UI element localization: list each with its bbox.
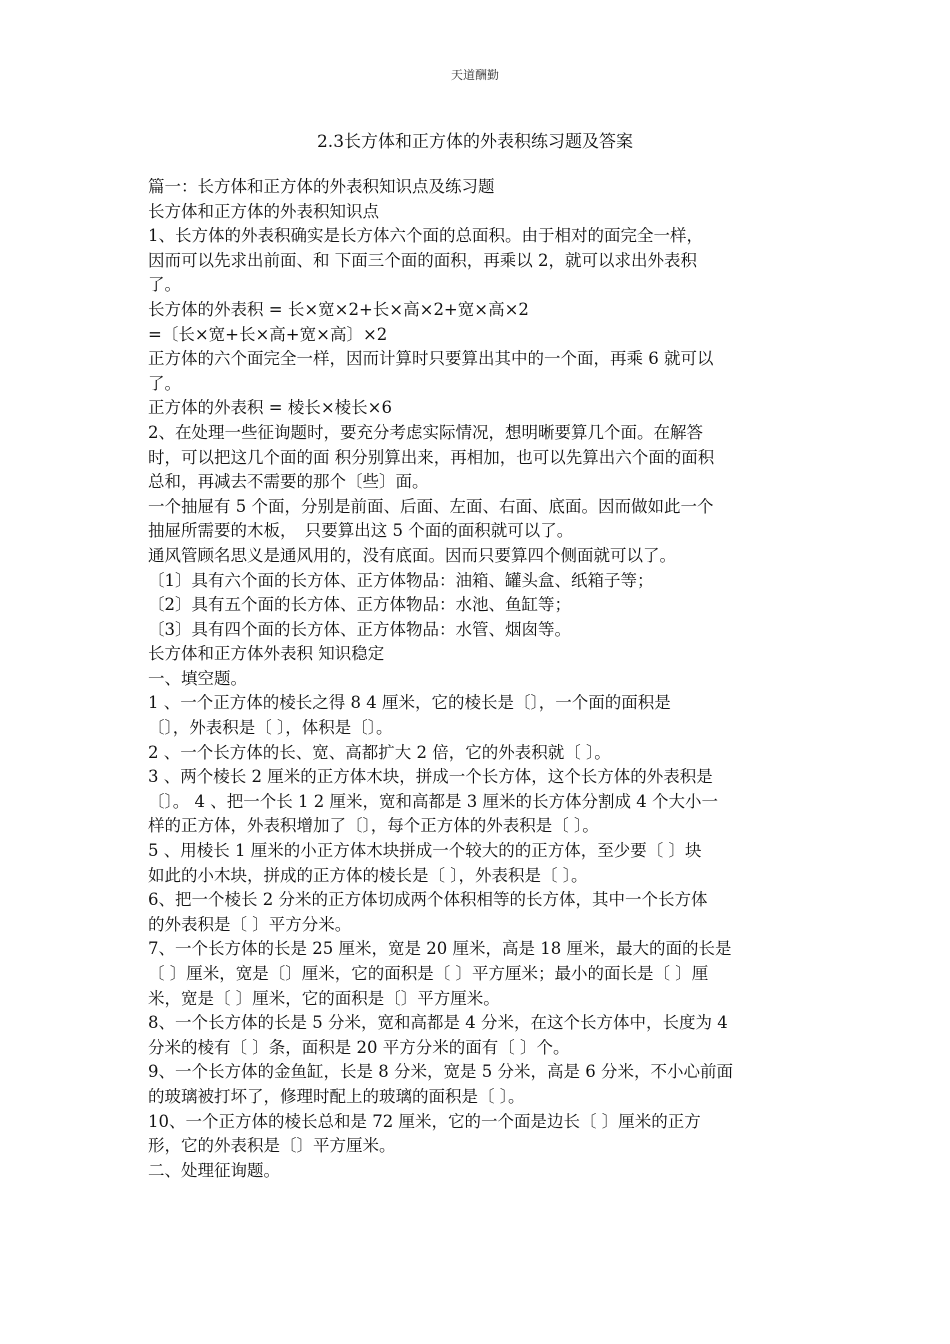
body-line: 一个抽屉有 5 个面，分别是前面、后面、左面、右面、底面。因而做如此一个 [148,496,714,516]
body-line: 了。 [148,373,181,393]
body-line: 8、一个长方体的长是 5 分米，宽和高都是 4 分米，在这个长方体中，长度为 4 [148,1013,728,1033]
body-line: 如此的小木块，拼成的正方体的棱长是〔 〕，外表积是〔 〕。 [148,865,588,885]
body-line: 通风管顾名思义是通风用的，没有底面。因而只要算四个侧面就可以了。 [148,545,676,565]
body-line: 时，可以把这几个面的面 积分别算出来，再相加，也可以先算出六个面的面积 [148,447,715,467]
body-line: 形，它的外表积是〔〕平方厘米。 [148,1136,396,1156]
body-line: 篇一：长方体和正方体的外表积知识点及练习题 [148,177,495,196]
body-line: 分米的棱有〔 〕条，面积是 20 平方分米的面有〔 〕个。 [148,1037,570,1057]
body-line: 抽屉所需要的木板， 只要算出这 5 个面的面积就可以了。 [148,521,574,541]
body-line: 6、把一个棱长 2 分米的正方体切成两个体积相等的长方体，其中一个长方体 [148,890,708,910]
body-line: 正方体的六个面完全一样，因而计算时只要算出其中的一个面，再乘 6 就可以 [148,349,714,369]
body-line: 米，宽是〔 〕厘米，它的面积是〔〕平方厘米。 [148,988,500,1008]
body-line: 因而可以先求出前面、和 下面三个面的面积，再乘以 2，就可以求出外表积 [148,250,697,270]
body-line: 正方体的外表积 = 棱长×棱长×6 [148,398,392,418]
body-line: 二、处理征询题。 [148,1160,280,1180]
body-line: 3 、两个棱长 2 厘米的正方体木块，拼成一个长方体，这个长方体的外表积是 [148,767,713,787]
body-line: 1 、一个正方体的棱长之得 8 4 厘米，它的棱长是〔〕，一个面的面积是 [148,693,671,713]
body-line: 9、一个长方体的金鱼缸，长是 8 分米，宽是 5 分米，高是 6 分米，不小心前面 [148,1062,733,1082]
body-line: 的玻璃被打坏了，修理时配上的玻璃的面积是〔 〕。 [148,1086,525,1106]
body-line: 7、一个长方体的长是 25 厘米，宽是 20 厘米，高是 18 厘米，最大的面的长是 [148,939,732,959]
body-line: 一、填空题。 [148,668,247,688]
body-line: 了。 [148,275,181,295]
body-line: 长方体和正方体的外表积知识点 [148,201,379,221]
body-line: 长方体和正方体外表积 知识稳定 [148,644,385,664]
document-title: 2.3长方体和正方体的外表积练习题及答案 [316,132,634,152]
document-body [148,175,810,1183]
body-line: 的外表积是〔 〕平方分米。 [148,914,352,934]
body-line: 1、长方体的外表积确实是长方体六个面的总面积。由于相对的面完全一样， [148,226,703,246]
body-line: 10、一个正方体的棱长总和是 72 厘米，它的一个面是边长〔 〕厘米的正方 [148,1111,701,1131]
body-line: 〔〕。 4 、把一个长 1 2 厘米，宽和高都是 3 厘米的长方体分割成 4 个大小一 [148,791,718,811]
body-line: 〔2〕具有五个面的长方体、正方体物品：水池、鱼缸等； [148,595,571,615]
header-note: 天道酬勤 [450,68,499,82]
body-line: 5 、用棱长 1 厘米的小正方体木块拼成一个较大的的正方体，至少要〔 〕块 [148,841,702,861]
body-line: 长方体的外表积 = 长×宽×2+长×高×2+宽×高×2 [148,299,529,319]
body-line: 2 、一个长方体的长、宽、高都扩大 2 倍，它的外表积就〔 〕。 [148,742,611,762]
body-line: =〔长×宽+长×高+宽×高〕×2 [148,324,388,344]
body-line: 2、在处理一些征询题时，要充分考虑实际情况，想明晰要算几个面。在解答 [148,422,703,442]
body-line: 总和，再减去不需要的那个〔些〕面。 [148,472,429,492]
body-line: 〔〕，外表积是〔 〕，体积是〔〕。 [148,718,393,738]
body-line: 〔 〕厘米，宽是〔〕厘米，它的面积是〔 〕平方厘米；最小的面长是〔 〕厘 [148,964,709,983]
body-line: 〔3〕具有四个面的长方体、正方体物品：水管、烟囱等。 [148,619,571,639]
body-line: 样的正方体，外表积增加了〔〕，每个正方体的外表积是〔 〕。 [148,816,599,836]
body-line: 〔1〕具有六个面的长方体、正方体物品：油箱、罐头盒、纸箱子等； [148,570,654,590]
